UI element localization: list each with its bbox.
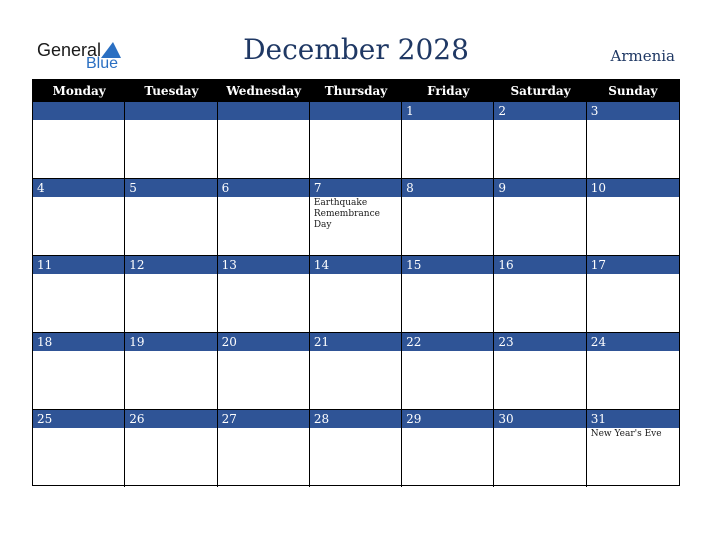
day-cell[interactable] — [310, 102, 402, 179]
day-number: 30 — [494, 410, 585, 428]
day-number: 16 — [494, 256, 585, 274]
day-cell[interactable] — [587, 256, 679, 333]
day-number: 8 — [402, 179, 493, 197]
week-row — [33, 102, 679, 179]
day-number: 15 — [402, 256, 493, 274]
calendar-grid — [32, 79, 680, 486]
week-row — [33, 333, 679, 410]
day-number: 27 — [218, 410, 309, 428]
day-cell[interactable] — [402, 179, 494, 256]
day-cell[interactable] — [218, 102, 310, 179]
day-cell[interactable] — [402, 410, 494, 487]
weekday-header: Monday — [52, 84, 106, 98]
day-number: 12 — [125, 256, 216, 274]
day-cell[interactable] — [494, 410, 586, 487]
logo-text-general: General — [37, 40, 102, 60]
weekday-header: Saturday — [510, 84, 571, 98]
day-number — [125, 102, 216, 120]
day-number: 23 — [494, 333, 585, 351]
day-number: 21 — [310, 333, 401, 351]
day-cell[interactable] — [125, 256, 217, 333]
day-number — [33, 102, 124, 120]
day-cell[interactable] — [125, 410, 217, 487]
day-number: 29 — [402, 410, 493, 428]
day-number: 3 — [587, 102, 679, 120]
day-number — [310, 102, 401, 120]
day-cell[interactable] — [494, 256, 586, 333]
day-cell[interactable] — [218, 410, 310, 487]
day-number: 7 — [310, 179, 401, 197]
day-number: 24 — [587, 333, 679, 351]
day-cell[interactable] — [218, 256, 310, 333]
day-cell[interactable] — [125, 333, 217, 410]
logo-text-blue: Blue — [86, 55, 119, 72]
week-row — [33, 410, 679, 487]
day-cell[interactable] — [125, 102, 217, 179]
day-cell[interactable] — [33, 410, 125, 487]
holiday-label: New Year's Eve — [590, 429, 662, 439]
day-number: 14 — [310, 256, 401, 274]
weekday-header: Wednesday — [226, 84, 302, 98]
day-cell[interactable] — [33, 256, 125, 333]
weekday-header: Thursday — [324, 84, 388, 98]
day-cell[interactable] — [494, 102, 586, 179]
day-cell[interactable] — [494, 179, 586, 256]
day-cell[interactable] — [402, 256, 494, 333]
country-label: Armenia — [610, 47, 675, 65]
day-number: 17 — [587, 256, 679, 274]
day-cell[interactable] — [587, 410, 679, 487]
day-number: 31 — [587, 410, 679, 428]
weekday-header-row — [33, 80, 679, 102]
weekday-header: Friday — [427, 84, 470, 98]
day-number: 11 — [33, 256, 124, 274]
day-cell[interactable] — [402, 102, 494, 179]
day-number: 20 — [218, 333, 309, 351]
day-number: 2 — [494, 102, 585, 120]
day-cell[interactable] — [310, 410, 402, 487]
day-cell[interactable] — [218, 179, 310, 256]
day-number: 28 — [310, 410, 401, 428]
day-number: 25 — [33, 410, 124, 428]
week-row — [33, 179, 679, 256]
day-number — [218, 102, 309, 120]
day-cell[interactable] — [33, 333, 125, 410]
day-number: 5 — [125, 179, 216, 197]
day-number: 13 — [218, 256, 309, 274]
day-number: 19 — [125, 333, 216, 351]
day-cell[interactable] — [587, 179, 679, 256]
day-cell[interactable] — [218, 333, 310, 410]
page-title: December 2028 — [243, 33, 469, 66]
weekday-header: Tuesday — [144, 84, 199, 98]
day-cell[interactable] — [587, 333, 679, 410]
day-cell[interactable] — [587, 102, 679, 179]
day-cell[interactable] — [310, 179, 402, 256]
day-cell[interactable] — [310, 256, 402, 333]
day-number: 4 — [33, 179, 124, 197]
holiday-label: Earthquake Remembrance Day — [313, 198, 380, 230]
day-cell[interactable] — [494, 333, 586, 410]
day-cell[interactable] — [33, 179, 125, 256]
day-number: 22 — [402, 333, 493, 351]
weekday-header: Sunday — [608, 84, 658, 98]
day-cell[interactable] — [310, 333, 402, 410]
day-number: 18 — [33, 333, 124, 351]
day-cell[interactable] — [125, 179, 217, 256]
day-cell[interactable] — [33, 102, 125, 179]
day-number: 6 — [218, 179, 309, 197]
day-cell[interactable] — [402, 333, 494, 410]
week-row — [33, 256, 679, 333]
day-number: 10 — [587, 179, 679, 197]
day-number: 26 — [125, 410, 216, 428]
day-number: 9 — [494, 179, 585, 197]
day-number: 1 — [402, 102, 493, 120]
